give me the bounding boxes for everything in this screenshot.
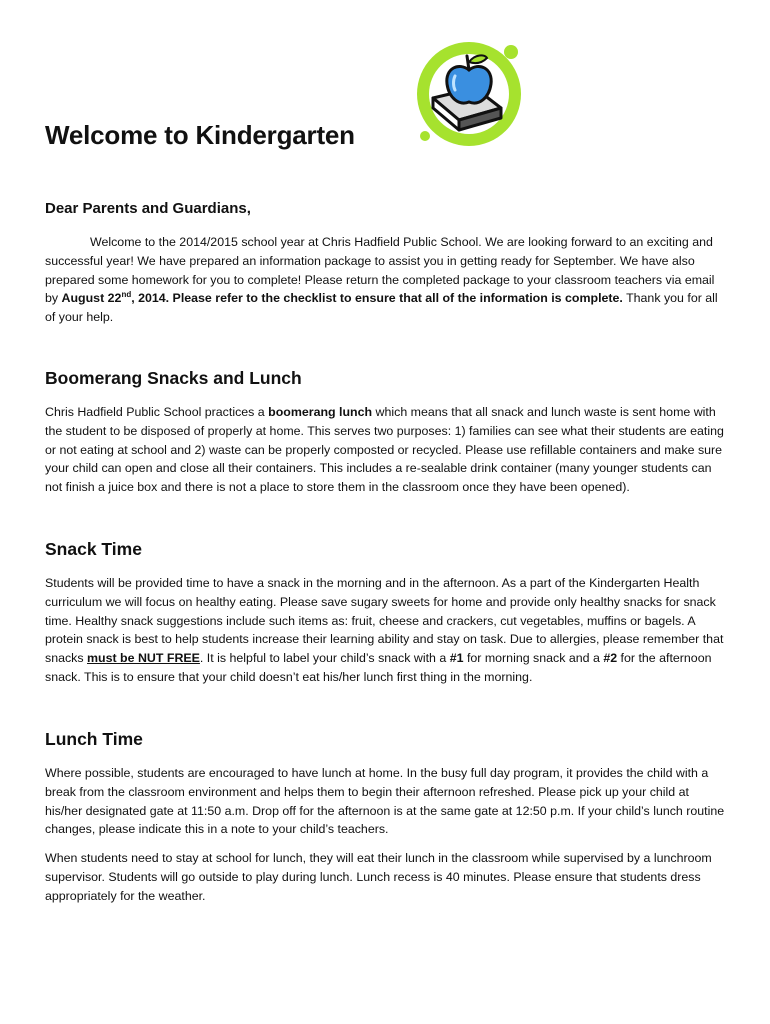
lunch-heading: Lunch Time <box>45 729 143 749</box>
lunch-paragraph-2: When students need to stay at school for lunch, they will eat their lunch in the classroom while supervised by a lunchroom supervisor. Students will go outside to play during lunch. Lunch recess is 40 minutes. Please ensure that students dress appropriately for the weather. <box>45 851 712 903</box>
page-title: Welcome to Kindergarten <box>45 120 355 150</box>
boomerang-heading: Boomerang Snacks and Lunch <box>45 368 302 388</box>
boomerang-paragraph: Chris Hadfield Public School practices a boomerang lunch which means that all snack and lunch waste is sent home with the student to be disposed of properly at home. This serves two purposes: 1) families can see what their students are eating or not eating at school and 2) waste can be properly composted or recycled. Please use refillable containers and make sure your child can open and close all their containers. This includes a re-sealable drink container (many younger students can not finish a juice box and there is not a place to store them in the classroom once they have been opened). <box>45 405 724 495</box>
snack-paragraph: Students will be provided time to have a snack in the morning and in the afternoon. As a part of the Kindergarten Health curriculum we will focus on healthy eating. Please save sugary sweets for home and provide only healthy snacks for snack time. Healthy snack suggestions include such items as: fruit, cheese and crackers, cut vegetables, muffins or bagels. A protein snack is best to help students increase their learning ability and stay on task. Due to allergies, please remember that snacks must be NUT FREE. It is helpful to label your child’s snack with a #1 for morning snack and a #2 for the afternoon snack. This is to ensure that your child doesn’t eat his/her lunch first thing in the morning. <box>45 576 724 684</box>
snack-heading: Snack Time <box>45 539 142 559</box>
lunch-paragraph-1: Where possible, students are encouraged to have lunch at home. In the busy full day program, it provides the child with a break from the classroom environment and helps them to begin their afternoon refreshed. Please pick up your child at his/her designated gate at 11:50 a.m. Drop off for the afternoon is at the same gate at 12:50 p.m. If your child’s lunch routine changes, please indicate this in a note to your child’s teachers. <box>45 766 725 837</box>
intro-paragraph: Welcome to the 2014/2015 school year at Chris Hadfield Public School. We are looking forward to an exciting and successful year! We have prepared an information package to assist you in getting ready for September. We have also prepared some homework for you to complete! Please return the completed package to your classroom teachers via email by August 22nd, 2014. Please refer to the checklist to ensure that all of the information is complete. Thank you for all of your help. <box>45 235 718 325</box>
apple-on-book-icon <box>405 40 535 150</box>
greeting: Dear Parents and Guardians, <box>45 200 251 217</box>
